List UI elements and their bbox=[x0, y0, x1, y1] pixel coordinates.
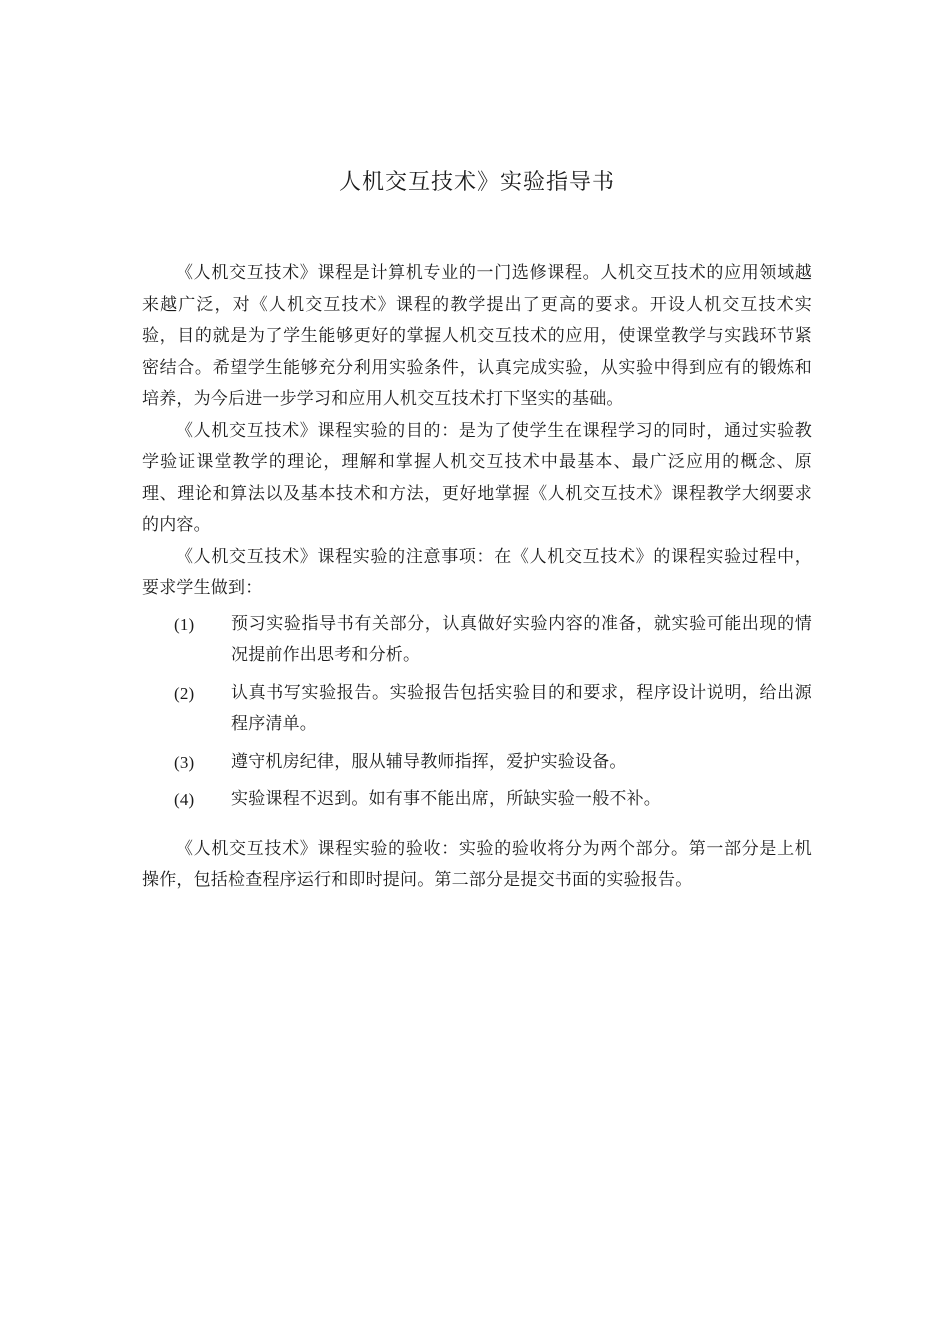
list-item bbox=[142, 678, 812, 741]
document-body bbox=[142, 258, 812, 897]
list-item-number: (4) bbox=[174, 790, 195, 809]
intro-paragraph: 《人机交互技术》课程是计算机专业的一门选修课程。人机交互技术的应用领域越来越广泛，对《人机交互技术》课程的教学提出了更高的要求。开设人机交互技术实验，目的就是为了学生能够更好的掌握人机交互技术的应用，使课堂教学与实践环节紧密结合。希望学生能够充分利用实验条件，认真完成实验，从实验中得到应有的锻炼和培养，为今后进一步学习和应用人机交互技术打下坚实的基础。 bbox=[142, 263, 812, 409]
list-item-text: 实验课程不迟到。如有事不能出席，所缺实验一般不补。 bbox=[231, 789, 661, 809]
document-title: 人机交互技术》实验指导书 bbox=[338, 170, 615, 195]
notice-paragraph: 《人机交互技术》课程实验的注意事项：在《人机交互技术》的课程实验过程中，要求学生做到： bbox=[142, 546, 812, 598]
list-item-number: (2) bbox=[174, 683, 195, 703]
list-item-text: 遵守机房纪律，服从辅导教师指挥，爱护实验设备。 bbox=[231, 751, 627, 772]
list-item-number: (1) bbox=[174, 614, 195, 634]
list-item-number: (3) bbox=[174, 752, 195, 772]
list-item bbox=[142, 609, 812, 672]
list-item bbox=[142, 784, 812, 816]
list-item-text: 预习实验指导书有关部分，认真做好实验内容的准备，就实验可能出现的情况提前作出思考和分析。 bbox=[231, 613, 812, 665]
requirements-list bbox=[142, 609, 812, 816]
acceptance-paragraph: 《人机交互技术》课程实验的验收：实验的验收将分为两个部分。第一部分是上机操作，包括检查程序运行和即时提问。第二部分是提交书面的实验报告。 bbox=[142, 838, 812, 890]
list-item bbox=[142, 747, 812, 779]
purpose-paragraph: 《人机交互技术》课程实验的目的：是为了使学生在课程学习的同时，通过实验教学验证课堂教学的理论，理解和掌握人机交互技术中最基本、最广泛应用的概念、原理、理论和算法以及基本技术和方法，更好地掌握《人机交互技术》课程教学大纲要求的内容。 bbox=[142, 420, 812, 535]
list-item-text: 认真书写实验报告。实验报告包括实验目的和要求，程序设计说明，给出源程序清单。 bbox=[231, 682, 812, 734]
